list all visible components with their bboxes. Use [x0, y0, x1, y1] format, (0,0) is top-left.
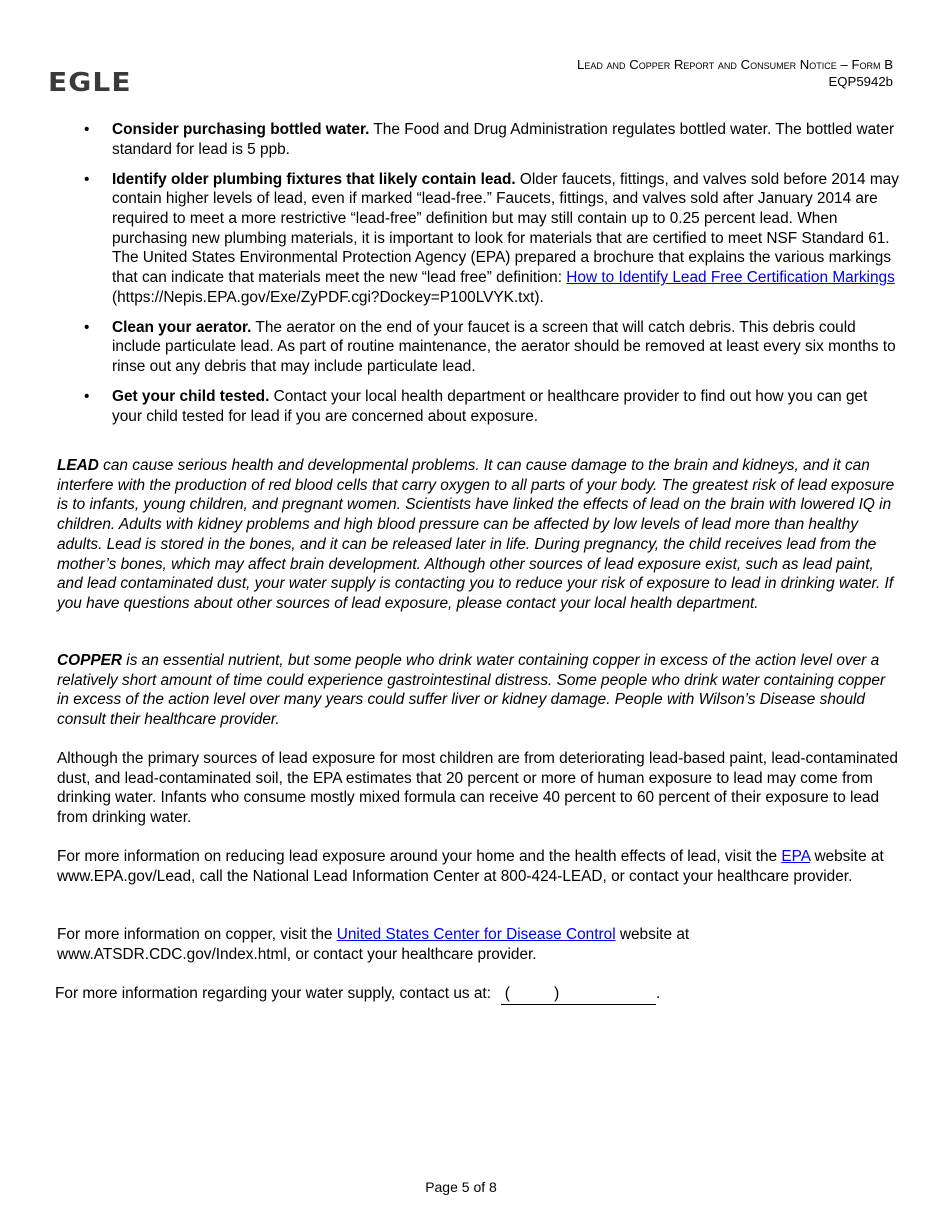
- recommendations-list: [57, 120, 899, 437]
- list-item: • Clean your aerator. The aerator on the end of your faucet is a screen that will catch debris. This debris could include particulate lead. As part of routine maintenance, the aerator should be removed at least every six months to rinse out any debris that may include particulate lead.: [84, 318, 896, 376]
- epa-link[interactable]: EPA: [781, 848, 811, 865]
- contact-line: For more information regarding your water supply, contact us at: ( ) .: [55, 984, 897, 1005]
- contact-label: For more information regarding your water supply, contact us at:: [55, 985, 491, 1002]
- copper-info-paragraph: For more information on copper, visit the United States Center for Disease Control website at www.ATSDR.CDC.gov/Index.html, or contact your healthcare provider.: [57, 926, 690, 963]
- list-item: • Get your child tested. Contact your local health department or healthcare provider to find out how you can get your child tested for lead if you are concerned about exposure.: [84, 388, 868, 425]
- copper-health-paragraph: COPPER is an essential nutrient, but some people who drink water containing copper in excess of the action level over a relatively short amount of time could experience gastrointestinal distress. Some people who drink water containing copper in excess of the action level over many years could suffer liver or kidney damage. People with Wilson’s Disease should consult their healthcare provider.: [57, 652, 886, 729]
- certification-markings-link[interactable]: How to Identify Lead Free Certification Markings: [566, 269, 895, 287]
- document-header: [577, 56, 893, 90]
- bullet-icon: •: [84, 388, 90, 405]
- lead-info-paragraph: For more information on reducing lead exposure around your home and the health effects of lead, visit the EPA website at www.EPA.gov/Lead, call the National Lead Information Center at 800-424-LEAD, or contact your healthcare provider.: [57, 848, 884, 885]
- egle-logo: EGLE: [48, 68, 132, 98]
- bullet-icon: •: [84, 170, 90, 188]
- list-item: • Identify older plumbing fixtures that likely contain lead. Older faucets, fittings, and valves sold before 2014 may contain higher levels of lead, even if marked “lead-free.” Faucets, fittings, and valves sold after January 2014 are required to meet a more restrictive “lead-free” definition but may still contain up to 0.25 percent lead. When purchasing new plumbing materials, it is important to look for materials that are certified to meet NSF Standard 61. The United States Environmental Protection Agency (EPA) prepared a brochure that explains the various markings that can indicate that materials meet the new “lead free” definition: How to Identify Lead Free Certification Markings (https://Nepis.EPA.gov/Exe/ZyPDF.cgi?Dockey=P100LVYK.txt).: [84, 170, 899, 306]
- lead-health-paragraph: LEAD can cause serious health and developmental problems. It can cause damage to the brain and kidneys, and it can interfere with the production of red blood cells that carry oxygen to all parts of your body. The greatest risk of lead exposure is to infants, young children, and pregnant women. Scientists have linked the effects of lead on the brain with lowered IQ in children. Adults with kidney problems and high blood pressure can be affected by low levels of lead more than healthy adults. Lead is stored in the bones, and it can be released later in life. During pregnancy, the child receives lead from the mother’s bones, which may affect brain development. Although other sources of lead exposure exist, such as lead paint, and lead contaminated dust, your water supply is contacting you to reduce your risk of exposure to lead in drinking water. If you have questions about other sources of lead exposure, please contact your local health department.: [57, 457, 895, 612]
- form-number: EQP5942b: [828, 74, 893, 89]
- list-item: • Consider purchasing bottled water. The Food and Drug Administration regulates bottled water. The bottled water standard for lead is 5 ppb.: [84, 121, 895, 158]
- form-title: Lead and Copper Report and Consumer Notice – Form B: [577, 57, 893, 72]
- bullet-icon: •: [84, 121, 90, 138]
- phone-number-field[interactable]: ( ): [501, 984, 656, 1005]
- bullet-icon: •: [84, 318, 90, 336]
- page-number: Page 5 of 8: [425, 1179, 497, 1195]
- exposure-sources-paragraph: Although the primary sources of lead exposure for most children are from deteriorating lead-based paint, lead-contaminated dust, and lead-contaminated soil, the EPA estimates that 20 percent or more of human exposure to lead may come from drinking water. Infants who consume mostly mixed formula can receive 40 percent to 60 percent of their exposure to lead from drinking water.: [57, 750, 898, 827]
- cdc-link[interactable]: United States Center for Disease Control: [336, 926, 616, 943]
